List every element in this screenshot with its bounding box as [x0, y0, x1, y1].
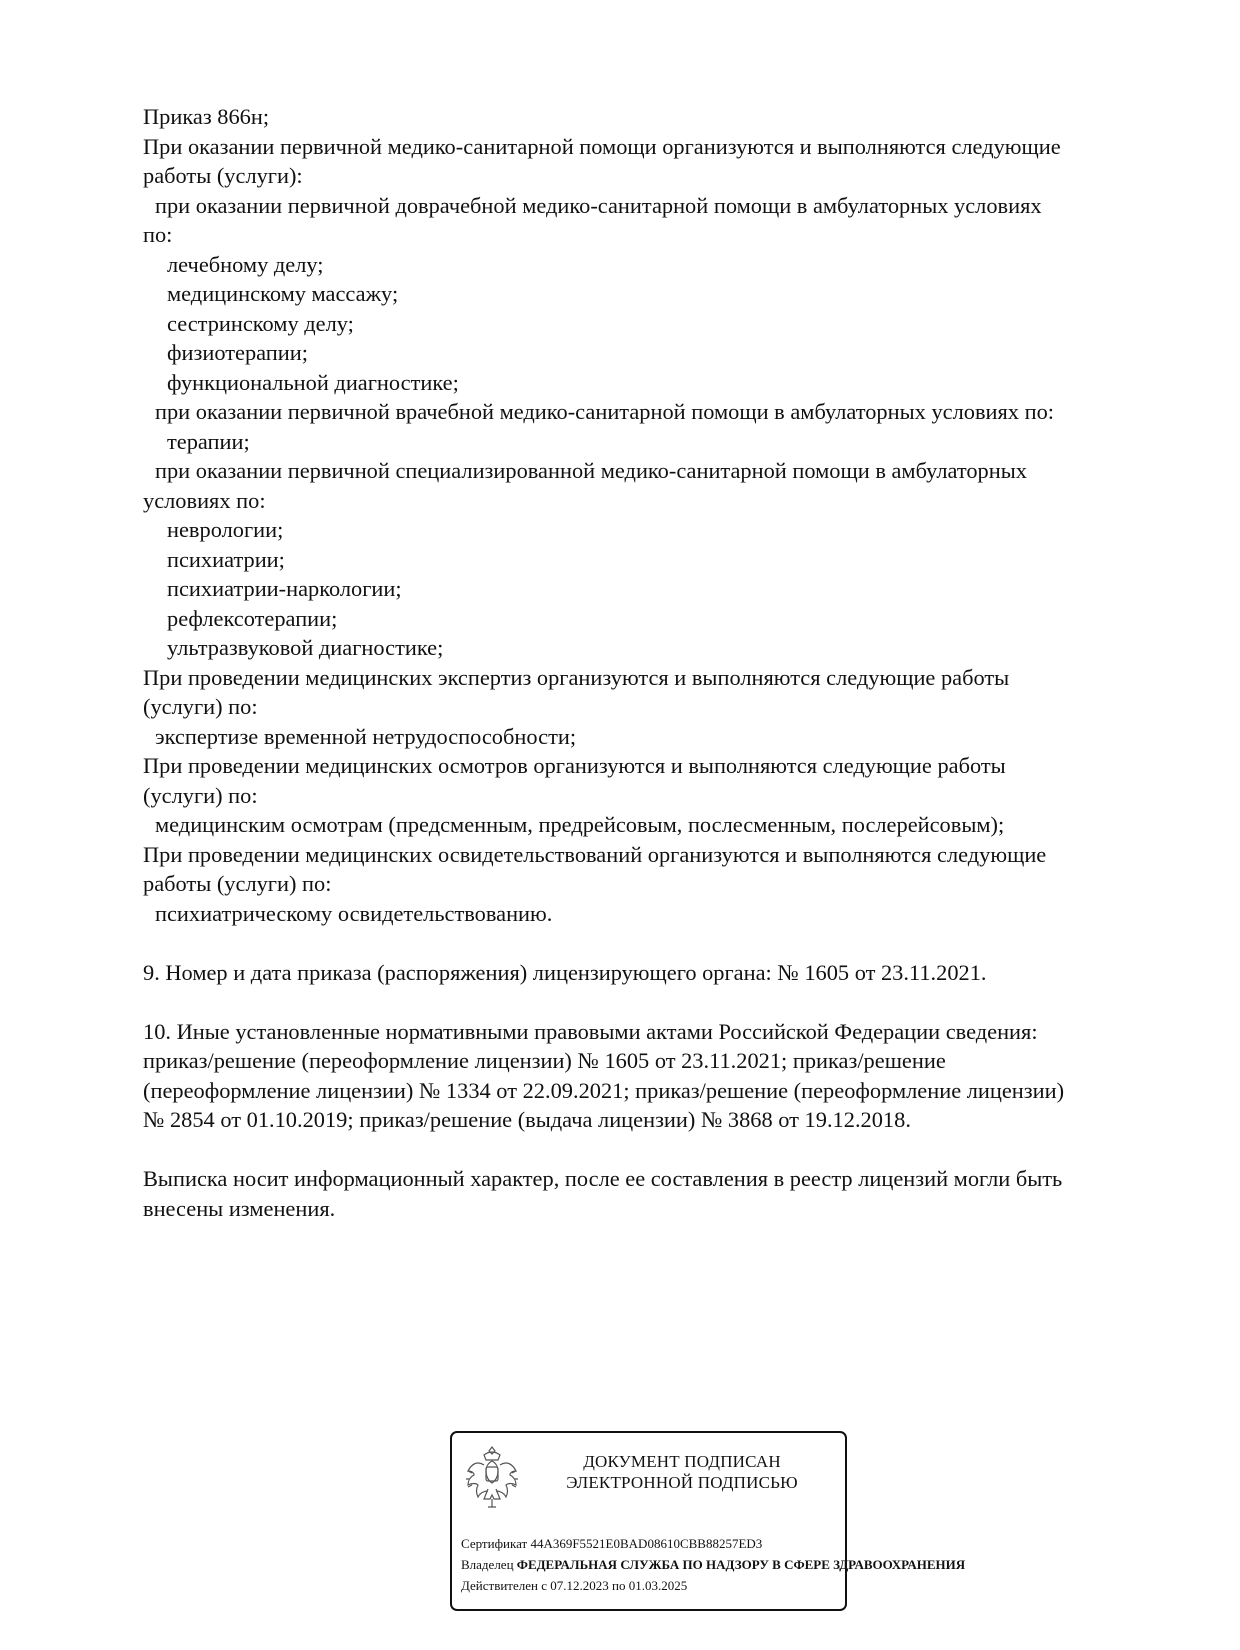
document-line: (услуги) по:	[143, 694, 258, 719]
document-line: функциональной диагностике;	[167, 369, 459, 395]
document-body	[143, 102, 1143, 1223]
paragraph-gap	[143, 928, 1143, 958]
document-line: сестринскому делу;	[167, 310, 354, 336]
document-line: 9. Номер и дата приказа (распоряжения) лицензирующего органа: № 1605 от 23.11.2021.	[143, 959, 987, 985]
document-line: При оказании первичной медико-санитарной помощи организуются и выполняются следующие	[143, 133, 1061, 159]
paragraph-gap	[143, 987, 1143, 1017]
document-line: неврологии;	[167, 517, 284, 542]
coat-of-arms-icon	[464, 1443, 520, 1511]
document-line: при оказании первичной врачебной медико-санитарной помощи в амбулаторных условиях по:	[155, 399, 1054, 424]
document-line: внесены изменения.	[143, 1195, 336, 1221]
document-line: При проведении медицинских освидетельствований организуются и выполняются следующие	[143, 841, 1047, 867]
document-line: № 2854 от 01.10.2019; приказ/решение (выдача лицензии) № 3868 от 19.12.2018.	[143, 1107, 911, 1132]
document-line: при оказании первичной специализированной медико-санитарной помощи в амбулаторных	[155, 458, 1027, 483]
document-line: лечебному делу;	[167, 251, 324, 277]
owner-label: Владелец	[461, 1557, 514, 1572]
document-line: 10. Иные установленные нормативными правовыми актами Российской Федерации сведения:	[143, 1018, 1038, 1044]
certificate-row	[461, 1533, 965, 1554]
document-line: психиатрическому освидетельствованию.	[155, 900, 553, 926]
certificate-value: 44A369F5521E0BAD08610CBB88257ED3	[530, 1536, 763, 1551]
document-line: При проведении медицинских осмотров организуются и выполняются следующие работы	[143, 753, 1006, 778]
stamp-heading	[532, 1451, 832, 1493]
stamp-heading-line1: ДОКУМЕНТ ПОДПИСАН	[583, 1452, 781, 1471]
electronic-signature-stamp	[450, 1431, 966, 1611]
document-line: терапии;	[167, 428, 250, 454]
document-line: психиатрии;	[167, 546, 285, 572]
document-line: психиатрии-наркологии;	[167, 576, 402, 601]
document-line: медицинскому массажу;	[167, 281, 399, 306]
document-line: работы (услуги) по:	[143, 871, 332, 896]
document-line: по:	[143, 222, 173, 247]
document-line: (переоформление лицензии) № 1334 от 22.09.2021; приказ/решение (переоформление лицензии)	[143, 1077, 1065, 1103]
document-line: работы (услуги):	[143, 163, 303, 188]
certificate-label: Сертификат	[461, 1536, 528, 1551]
owner-row	[461, 1554, 965, 1575]
document-line: Приказ 866н;	[143, 104, 270, 129]
stamp-heading-line2: ЭЛЕКТРОННОЙ ПОДПИСЬЮ	[566, 1473, 798, 1492]
document-line: При проведении медицинских экспертиз организуются и выполняются следующие работы	[143, 664, 1010, 690]
document-line: ультразвуковой диагностике;	[167, 635, 444, 660]
owner-value: ФЕДЕРАЛЬНАЯ СЛУЖБА ПО НАДЗОРУ В СФЕРЕ ЗДРАВООХРАНЕНИЯ	[516, 1557, 966, 1572]
stamp-details	[461, 1533, 965, 1596]
document-line: экспертизе временной нетрудоспособности;	[155, 723, 577, 749]
document-line: физиотерапии;	[167, 340, 308, 365]
document-line: при оказании первичной доврачебной медико-санитарной помощи в амбулаторных условиях	[155, 192, 1042, 218]
document-line: условиях по:	[143, 487, 266, 513]
document-line: медицинским осмотрам (предсменным, предрейсовым, послесменным, послерейсовым);	[155, 812, 1005, 837]
document-line: Выписка носит информационный характер, после ее составления в реестр лицензий могли быть	[143, 1166, 1063, 1191]
paragraph-gap	[143, 1135, 1143, 1165]
document-line: (услуги) по:	[143, 782, 258, 808]
validity-row: Действителен с 07.12.2023 по 01.03.2025	[461, 1578, 688, 1593]
document-line: приказ/решение (переоформление лицензии) № 1605 от 23.11.2021; приказ/решение	[143, 1048, 946, 1073]
document-line: рефлексотерапии;	[167, 605, 338, 631]
